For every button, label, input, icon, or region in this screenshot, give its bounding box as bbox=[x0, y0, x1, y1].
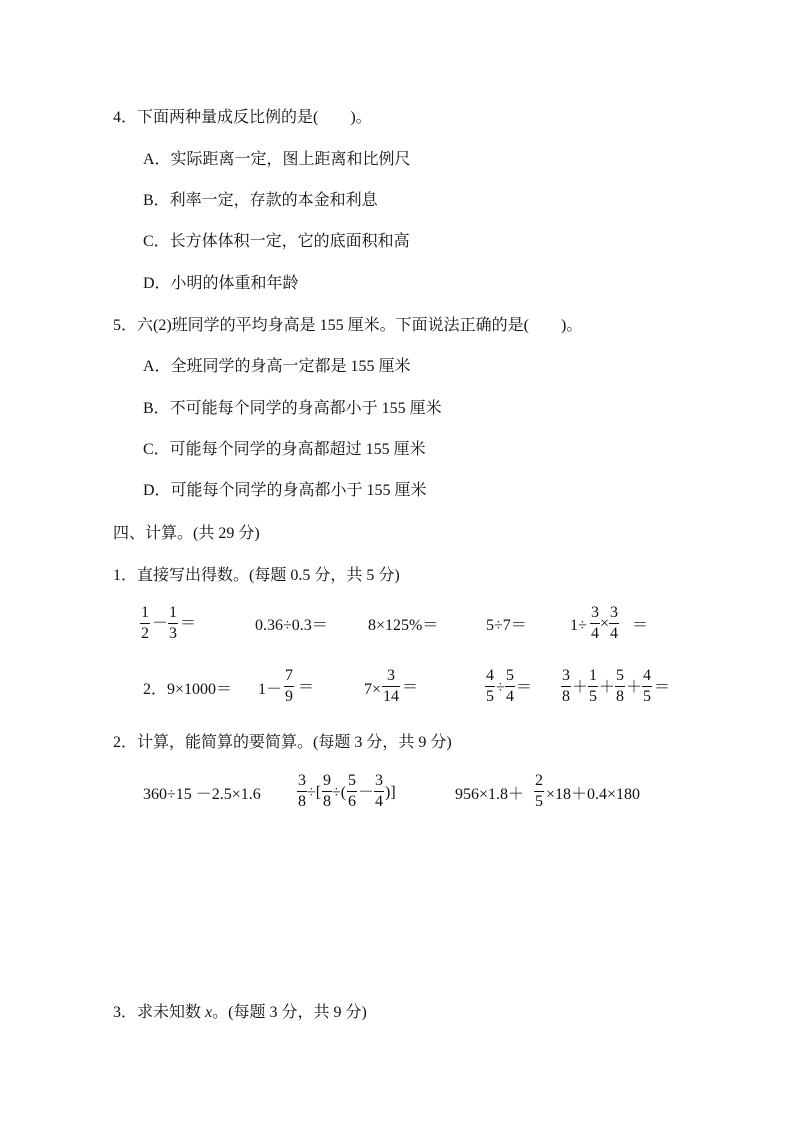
numerator: 3 bbox=[375, 772, 383, 789]
denominator: 3 bbox=[169, 625, 177, 642]
part3-title-prefix: 3．求未知数 bbox=[113, 1004, 206, 1021]
denominator: 4 bbox=[591, 625, 599, 642]
denominator: 6 bbox=[348, 793, 356, 810]
expr-1-4: 5÷7＝ bbox=[486, 617, 527, 634]
numerator: 5 bbox=[506, 667, 514, 684]
section-title: 四、计算。(共 29 分) bbox=[113, 525, 260, 542]
equals: ＝ bbox=[632, 617, 649, 634]
operator: ÷ bbox=[496, 679, 505, 696]
denominator: 2 bbox=[141, 625, 149, 642]
operator: ÷( bbox=[332, 784, 347, 801]
operator: － bbox=[358, 784, 375, 801]
fraction bbox=[284, 667, 294, 706]
operator: ＋ bbox=[599, 679, 616, 696]
expr-1-2: 0.36÷0.3＝ bbox=[255, 617, 328, 634]
fraction bbox=[588, 667, 598, 706]
operator: － bbox=[152, 615, 169, 632]
prefix: 1÷ bbox=[570, 617, 587, 634]
numerator: 3 bbox=[298, 772, 306, 789]
part2-title: 2．计算，能简算的要简算。(每题 3 分，共 9 分) bbox=[113, 734, 452, 751]
operator: ＋ bbox=[626, 679, 643, 696]
denominator: 8 bbox=[323, 793, 331, 810]
operator: )] bbox=[385, 784, 396, 801]
equals: ＝ bbox=[654, 679, 671, 696]
calc-1: 360÷15 －2.5×1.6 bbox=[143, 786, 261, 803]
numerator: 7 bbox=[285, 667, 293, 684]
fraction bbox=[642, 667, 652, 706]
fraction bbox=[347, 772, 357, 811]
q4-option-a: A．实际距离一定，图上距离和比例尺 bbox=[143, 151, 411, 168]
numerator: 3 bbox=[387, 667, 395, 684]
q5-option-c: C．可能每个同学的身高都超过 155 厘米 bbox=[143, 441, 426, 458]
operator: ÷[ bbox=[307, 784, 322, 801]
expr-2-1: 2．9×1000＝ bbox=[143, 681, 233, 698]
q5-option-b: B．不可能每个同学的身高都小于 155 厘米 bbox=[143, 400, 442, 417]
prefix: 956×1.8＋ bbox=[455, 786, 525, 803]
fraction bbox=[485, 667, 495, 706]
prefix: 1－ bbox=[258, 681, 283, 698]
numerator: 3 bbox=[591, 604, 599, 621]
numerator: 4 bbox=[643, 667, 651, 684]
fraction bbox=[505, 667, 515, 706]
q5-option-d: D．可能每个同学的身高都小于 155 厘米 bbox=[143, 482, 427, 499]
expr-1-3: 8×125%＝ bbox=[368, 617, 439, 634]
denominator: 5 bbox=[589, 688, 597, 705]
denominator: 8 bbox=[562, 688, 570, 705]
denominator: 8 bbox=[616, 688, 624, 705]
fraction bbox=[322, 772, 332, 811]
numerator: 4 bbox=[486, 667, 494, 684]
numerator: 5 bbox=[616, 667, 624, 684]
denominator: 5 bbox=[643, 688, 651, 705]
part3-title-suffix: 。(每题 3 分，共 9 分) bbox=[212, 1004, 367, 1021]
denominator: 5 bbox=[486, 688, 494, 705]
fraction bbox=[168, 604, 178, 643]
suffix: ×18＋0.4×180 bbox=[546, 786, 641, 803]
fraction bbox=[609, 604, 619, 643]
numerator: 1 bbox=[141, 604, 149, 621]
numerator: 1 bbox=[589, 667, 597, 684]
numerator: 9 bbox=[323, 772, 331, 789]
q4-stem: 4．下面两种量成反比例的是( )。 bbox=[113, 109, 372, 126]
denominator: 5 bbox=[535, 793, 543, 810]
equals: ＝ bbox=[180, 615, 197, 632]
prefix: 7× bbox=[364, 681, 382, 698]
equals: ＝ bbox=[298, 679, 315, 696]
q4-option-d: D．小明的体重和年龄 bbox=[143, 275, 299, 292]
q4-option-b: B．利率一定，存款的本金和利息 bbox=[143, 192, 378, 209]
fraction bbox=[140, 604, 150, 643]
fraction bbox=[615, 667, 625, 706]
denominator: 9 bbox=[285, 688, 293, 705]
operator: × bbox=[600, 615, 610, 632]
numerator: 2 bbox=[535, 772, 543, 789]
equals: ＝ bbox=[402, 679, 419, 696]
denominator: 4 bbox=[375, 793, 383, 810]
variable-x: x bbox=[205, 1004, 213, 1021]
denominator: 14 bbox=[383, 688, 399, 705]
q5-stem: 5．六(2)班同学的平均身高是 155 厘米。下面说法正确的是( )。 bbox=[113, 317, 583, 334]
fraction bbox=[561, 667, 571, 706]
numerator: 3 bbox=[562, 667, 570, 684]
fraction bbox=[534, 772, 544, 811]
part1-title: 1．直接写出得数。(每题 0.5 分，共 5 分) bbox=[113, 567, 400, 584]
operator: ＋ bbox=[572, 679, 589, 696]
part3-title bbox=[113, 1003, 367, 1023]
numerator: 3 bbox=[610, 604, 618, 621]
denominator: 4 bbox=[506, 688, 514, 705]
fraction bbox=[374, 772, 384, 811]
q4-option-c: C．长方体体积一定，它的底面积和高 bbox=[143, 233, 410, 250]
fraction bbox=[590, 604, 600, 643]
denominator: 4 bbox=[610, 625, 618, 642]
numerator: 5 bbox=[348, 772, 356, 789]
fraction bbox=[382, 667, 400, 706]
equals: ＝ bbox=[516, 679, 533, 696]
numerator: 1 bbox=[169, 604, 177, 621]
denominator: 8 bbox=[298, 793, 306, 810]
fraction bbox=[297, 772, 307, 811]
q5-option-a: A．全班同学的身高一定都是 155 厘米 bbox=[143, 358, 411, 375]
